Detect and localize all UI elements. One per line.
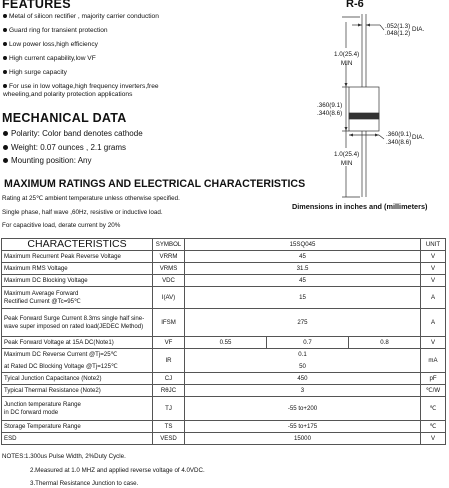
body-length-label: .360(9.1) .340(8.6) [317,102,343,117]
table-row: Maximum DC Reverse Current @Tj=25℃ at Rated DC Blocking Voltage @Tj=125℃ IR 0.1 50 mA [2,349,446,373]
note-2: 2.Measured at 1.0 MHZ and applied reverse voltage of 4.0VDC. [30,467,205,474]
header-characteristics: CHARACTERISTICS [2,239,153,251]
dimensions-note: Dimensions in inches and (millimeters) [292,202,428,211]
feature-item: Guard ring for transient protection [3,27,203,35]
bullet-icon [3,145,8,150]
table-row: Maximum RMS Voltage VRMS 31.5 V [2,263,446,275]
bullet-icon [3,84,7,88]
bullet-icon [3,42,7,46]
bullet-icon [3,131,8,136]
ratings-line-1: Rating at 25℃ ambient temperature unless otherwise specified. [2,195,180,202]
bullet-icon [3,158,8,163]
note-1: NOTES:1.300us Pulse Width, 2%Duty Cycle. [2,453,126,460]
mechanical-item: Mounting position: Any [3,154,143,168]
feature-item-continued: wheeling,and polarity protection applications [3,91,133,98]
table-row: Typical Thermal Resistance (Note2) RθJC 3 ℃/W [2,385,446,397]
characteristics-table [1,238,446,445]
table-row: Storage Temperature Range TS -55 to+175 ℃ [2,421,446,433]
feature-item: Metal of silicon rectifier , majority carrier conduction [3,13,203,21]
table-row: Peak Forward Surge Current 8.3ms single half sine- wave super imposed on rated load(JEDEC Method) IFSM 275 A [2,309,446,337]
table-row: Junction temperature Range in DC forward mode TJ -55 to+200 ℃ [2,397,446,421]
features-list [3,13,203,99]
note-3: 3.Thermal Resistance Junction to case. [30,480,139,487]
table-row: Tyical Junction Capacitance (Note2) CJ 450 pF [2,373,446,385]
package-name: R-6 [346,0,364,10]
table-row: Peak Forward Voltage at 15A DC(Note1) VF 0.55 0.7 0.8 V [2,337,446,349]
feature-item: High current capability,low VF [3,55,203,63]
body-dia-label: .360(9.1) .340(8.6) [386,131,412,146]
table-row: Maximum DC Blocking Voltage VDC 45 V [2,275,446,287]
header-part-number: 15SQ045 [185,239,421,251]
lead-length-bottom-label: 1.0(25.4) MIN [334,151,360,167]
bullet-icon [3,70,7,74]
table-row: Maximum Recurrent Peak Reverse Voltage VRRM 45 V [2,251,446,263]
table-row: ESD VESD 15000 V [2,433,446,445]
lead-length-top-label: 1.0(25.4) MIN [334,51,360,67]
feature-item: High surge capacity [3,69,203,77]
mechanical-list [3,127,143,168]
body-dia-unit: DIA. [412,134,425,141]
bullet-icon [3,56,7,60]
mechanical-item: Polarity: Color band denotes cathode [3,127,143,141]
header-unit: UNIT [421,239,446,251]
header-symbol: SYMBOL [153,239,185,251]
ratings-line-2: Single phase, half wave ,60Hz, resistive or inductive load. [2,209,163,216]
features-title: FEATURES [2,0,71,11]
ratings-line-3: For capacitive load, derate current by 20% [2,222,121,229]
mechanical-item: Weight: 0.07 ounces , 2.1 grams [3,141,143,155]
feature-item: Low power loss,high efficiency [3,41,203,49]
ratings-title: MAXIMUM RATINGS AND ELECTRICAL CHARACTERISTICS [4,178,306,190]
mechanical-title: MECHANICAL DATA [2,111,127,125]
table-header-row [2,239,446,251]
bullet-icon [3,28,7,32]
bullet-icon [3,14,7,18]
lead-dia-unit: DIA. [412,26,425,33]
table-row: Maximum Average Forward Rectified Current @Tc=95℃ I(AV) 15 A [2,287,446,309]
lead-dia-label: .052(1.3) .048(1.2) [385,23,411,37]
feature-item: For use in low voltage,high frequency inverters,free [3,83,203,91]
